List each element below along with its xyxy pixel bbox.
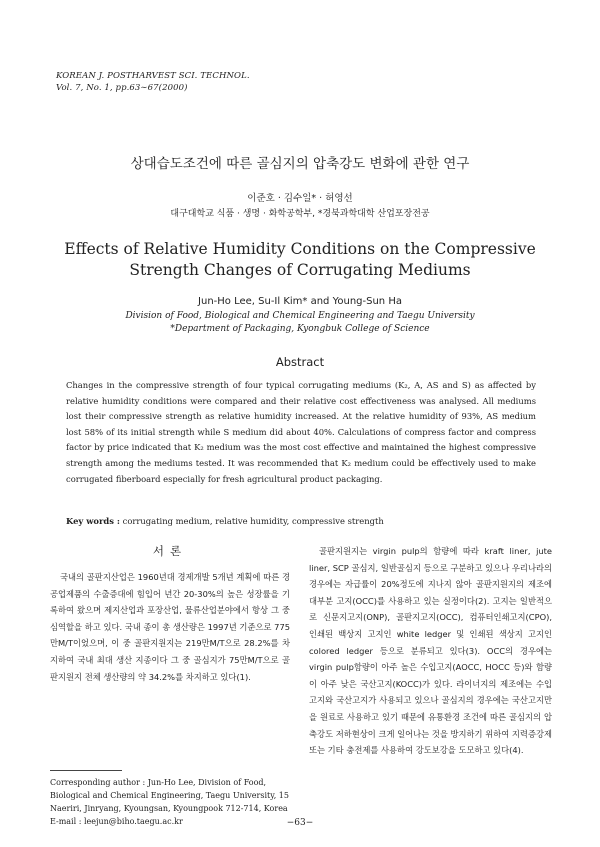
journal-issue: Vol. 7, No. 1, pp.63∼67(2000) [56, 83, 188, 93]
english-authors: Jun-Ho Lee, Su-Il Kim* and Young-Sun Ha [198, 296, 402, 307]
abstract-body: Changes in the compressive strength of four typical corrugating mediums (K₂, A, AS and S) as affected by relative humidity conditions were compared and their relative cost effectiveness was analysed. All mediums lost their compressive strength as relative humidity increased. At the relative humidity of 93%, AS medium lost 58% of its initial strength while S medium did about 40%. Calculations of compress factor and compress factor by price indicated that K₂ medium was the most cost effective and maintained the highest compressive strength among the mediums tested. It was recommended that K₂ medium could be effectively used to make corrugated fiberboard especially for fresh agricultural product packaging. [66, 380, 536, 484]
english-affiliation-2: *Department of Packaging, Kyongbuk College of Science [170, 324, 430, 334]
keywords-text: corrugating medium, relative humidity, compressive strength [120, 516, 384, 526]
keywords-label: Key words : [66, 516, 120, 526]
english-title-line1: Effects of Relative Humidity Conditions on the Compressive [64, 240, 536, 258]
intro-paragraph-right: 골판지원지는 virgin pulp의 함량에 따라 kraft liner, jute liner, SCP 골심지, 일반골심지 등으로 구분하고 있으나 우리나라의 경우에는 자급률이 20%정도에 지나지 않아 골판지원지의 제조에 대부분 고지(OCC)를 사용하고 있는 실정이다(2). 고지는 일반적으로 신문지고지(ONP), 골판지고지(OCC), 컴퓨터인쇄고지(CPO), 인쇄된 백상지 고지인 white ledger 및 인쇄된 색상지 고지인 colored ledger 등으로 분류되고 있다(3). OCC의 경우에는 virgin pulp함량이 아주 높은 수입고지(AOCC, HOCC 등)와 함량이 아주 낮은 국산고지(KOCC)가 있다. 라이너지의 제조에는 수입고지와 국산고지가 사용되고 있으나 골심지의 경우에는 국산고지만을 원료로 사용하고 있기 때문에 유통환경 조건에 따른 골심지의 압축강도 저하현상이 크게 일어나는 것을 방지하기 위하여 지력증강제 또는 기타 충전제를 사용하여 강도보강을 도모하고 있다(4). [309, 546, 552, 756]
english-affiliation-1: Division of Food, Biological and Chemical Engineering and Taegu University [125, 311, 475, 321]
abstract-heading: Abstract [275, 355, 325, 369]
journal-header [56, 70, 250, 94]
footnote-divider [50, 770, 122, 771]
english-affiliation [0, 310, 600, 336]
korean-authors: 이준호 · 김수일* · 허영선 [247, 193, 353, 204]
intro-paragraph-left: 국내의 골판지산업은 1960년대 경제개발 5개년 계획에 따른 경공업제품의 수출증대에 힘입어 년간 20-30%의 높은 성장률을 기록하여 왔으며 제지산업과 포장산업, 물류산업분야에서 항상 그 중심역할을 하고 있다. 국내 종이 총 생산량은 1997년 기준으로 775만M/T이었으며, 이 중 골판지원지는 219만M/T으로 28.2%를 차지하여 국내 최대 생산 지종이다 그 중 골심지가 75만M/T으로 골판지원지 전체 생산량의 약 34.2%를 차지하고 있다(1). [50, 572, 290, 682]
journal-name: KOREAN J. POSTHARVEST SCI. TECHNOL. [56, 71, 250, 81]
keywords [66, 516, 384, 526]
english-title-line2: Strength Changes of Corrugating Mediums [129, 261, 471, 279]
section-heading-introduction: 서론 [152, 544, 188, 558]
english-title [0, 239, 600, 281]
footnote-corresponding: Corresponding author : Jun-Ho Lee, Division of Food, Biological and Chemical Engineering, Taegu University, 15 Naeriri, Jinryang, Kyoungsan, Kyoungpook 712-714, Korea [50, 778, 289, 813]
page-number: −63− [286, 818, 314, 828]
footnote-email: E-mail : leejun@biho.taegu.ac.kr [50, 817, 183, 826]
korean-title: 상대습도조건에 따른 골심지의 압축강도 변화에 관한 연구 [130, 156, 470, 172]
korean-affiliation: 대구대학교 식품 · 생명 · 화학공학부, *경북과학대학 산업포장전공 [170, 209, 430, 219]
